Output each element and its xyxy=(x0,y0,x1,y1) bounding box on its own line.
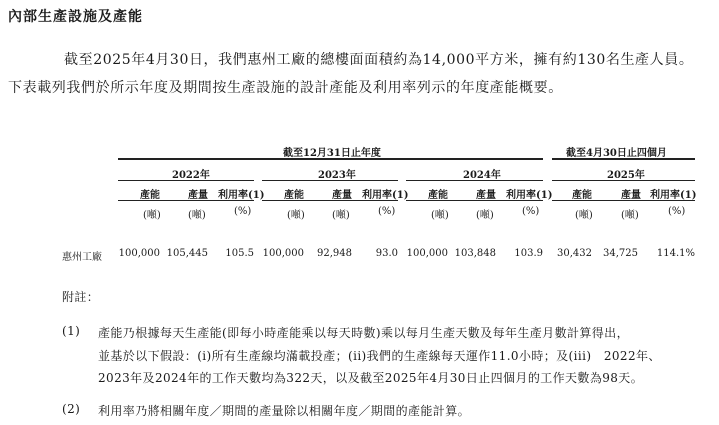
cell-utilisation: 105.5 xyxy=(225,248,254,259)
col-header-output: 產量 xyxy=(476,190,496,201)
rule-under-col-headers xyxy=(406,200,543,201)
group-header-full-year: 截至12月31日止年度 xyxy=(283,148,381,159)
note-line: 產能乃根據每天生產能(即每小時產能乘以每天時數)乘以每月生產天數及每年生產月數計算得出， xyxy=(98,326,629,340)
year-header: 2024年 xyxy=(463,170,501,181)
col-header-utilisation: 利用率(1) xyxy=(218,190,265,201)
col-header-output: 產量 xyxy=(188,190,208,201)
col-header-output: 產量 xyxy=(332,190,352,201)
unit-label: (噸) xyxy=(431,210,449,221)
rule-under-year xyxy=(118,180,254,181)
row-label: 惠州工廠 xyxy=(62,252,102,263)
unit-label: (%) xyxy=(378,206,396,217)
col-header-capacity: 產能 xyxy=(572,190,592,201)
col-header-output: 產量 xyxy=(621,190,641,201)
rule-top-four-months xyxy=(552,158,695,160)
year-header: 2025年 xyxy=(607,170,645,181)
rule-under-year xyxy=(552,180,695,181)
unit-label: (%) xyxy=(234,206,252,217)
rule-under-year xyxy=(262,180,398,181)
unit-label: (噸) xyxy=(143,210,161,221)
unit-label: (噸) xyxy=(621,210,639,221)
note-number: (1) xyxy=(62,324,81,338)
cell-utilisation: 114.1% xyxy=(656,248,695,259)
unit-label: (噸) xyxy=(188,210,206,221)
year-header: 2023年 xyxy=(318,170,356,181)
cell-capacity: 100,000 xyxy=(406,248,448,259)
cell-utilisation: 93.0 xyxy=(375,248,398,259)
col-header-utilisation: 利用率(1) xyxy=(650,190,697,201)
unit-label: (噸) xyxy=(575,210,593,221)
note-line: 並基於以下假設：(i)所有生產線均滿載投產；(ii)我們的生產線每天運作11.0小時；及(iii) 2022年、 xyxy=(98,349,661,363)
cell-output: 103,848 xyxy=(454,248,496,259)
rule-under-col-headers xyxy=(118,200,254,201)
cell-output: 105,445 xyxy=(166,248,208,259)
rule-top-full-year xyxy=(118,158,543,160)
col-header-capacity: 產能 xyxy=(428,190,448,201)
cell-capacity: 100,000 xyxy=(262,248,304,259)
col-header-capacity: 產能 xyxy=(284,190,304,201)
unit-label: (%) xyxy=(668,206,686,217)
note-line: 利用率乃將相關年度／期間的產量除以相關年度／期間的產能計算。 xyxy=(98,404,471,418)
cell-output: 34,725 xyxy=(603,248,638,259)
unit-label: (噸) xyxy=(287,210,305,221)
cell-utilisation: 103.9 xyxy=(514,248,543,259)
rule-under-year xyxy=(406,180,543,181)
col-header-utilisation: 利用率(1) xyxy=(506,190,553,201)
notes-title: 附註： xyxy=(62,290,100,304)
col-header-capacity: 產能 xyxy=(140,190,160,201)
rule-under-col-headers xyxy=(262,200,398,201)
rule-under-col-headers xyxy=(552,200,695,201)
unit-label: (噸) xyxy=(332,210,350,221)
intro-paragraph: 截至2025年4月30日，我們惠州工廠的總樓面面積約為14,000平方米，擁有約130名生產人員。下表載列我們於所示年度及期間按生產設施的設計產能及利用率列示的年度產能概要。 xyxy=(8,52,694,96)
note-line: 2023年及2024年的工作天數均為322天，以及截至2025年4月30日止四個月的工作天數為98天。 xyxy=(98,371,644,385)
section-heading: 內部生產設施及產能 xyxy=(8,9,143,25)
note-number: (2) xyxy=(62,402,81,416)
unit-label: (噸) xyxy=(476,210,494,221)
group-header-four-months: 截至4月30日止四個月 xyxy=(566,148,667,159)
year-header: 2022年 xyxy=(172,170,210,181)
cell-capacity: 100,000 xyxy=(118,248,160,259)
col-header-utilisation: 利用率(1) xyxy=(362,190,409,201)
cell-output: 92,948 xyxy=(317,248,352,259)
cell-capacity: 30,432 xyxy=(557,248,592,259)
unit-label: (%) xyxy=(522,206,540,217)
